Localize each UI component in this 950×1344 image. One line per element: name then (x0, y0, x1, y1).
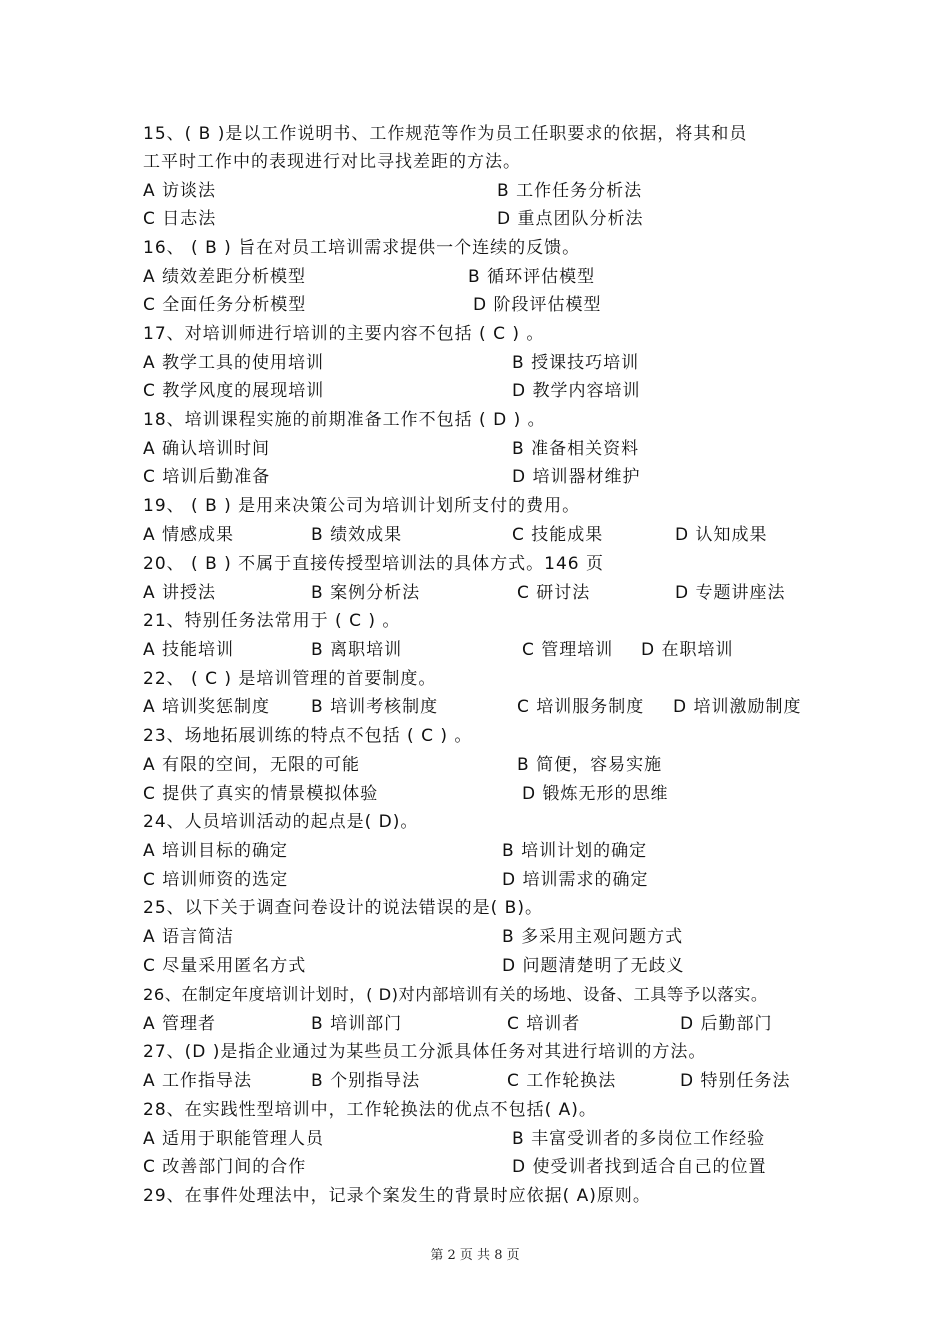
option-d: D 培训器材维护 (512, 467, 641, 487)
option-b: B 工作任务分析法 (497, 181, 643, 201)
option-a: A 培训目标的确定 (143, 841, 289, 861)
option-c: C 提供了真实的情景模拟体验 (143, 784, 379, 804)
page-footer: 第 2 页 共 8 页 (430, 1248, 520, 1263)
option-c: C 改善部门间的合作 (143, 1157, 307, 1177)
option-b: B 准备相关资料 (512, 439, 640, 459)
options-q24-row2 (0, 866, 950, 894)
question-16: 16、 ( B ) 旨在对员工培训需求提供一个连续的反馈。 (143, 238, 581, 258)
option-d: D 阶段评估模型 (473, 295, 602, 315)
option-b: B 培训考核制度 (311, 697, 439, 717)
option-a: A 语言简洁 (143, 927, 235, 947)
question-27: 27、(D )是指企业通过为某些员工分派具体任务对其进行培训的方法。 (143, 1042, 707, 1062)
option-b: B 培训计划的确定 (502, 841, 648, 861)
option-c: C 尽量采用匿名方式 (143, 956, 307, 976)
options-q23-row1 (0, 751, 950, 779)
option-a: A 管理者 (143, 1014, 217, 1034)
option-a: A 技能培训 (143, 640, 235, 660)
question-23: 23、场地拓展训练的特点不包括 ( C ) 。 (143, 726, 473, 746)
question-28: 28、在实践性型培训中，工作轮换法的优点不包括( A)。 (143, 1100, 597, 1120)
option-a: A 工作指导法 (143, 1071, 253, 1091)
option-d: D 锻炼无形的思维 (522, 784, 669, 804)
options-q20 (0, 579, 950, 607)
option-b: B 多采用主观问题方式 (502, 927, 684, 947)
option-c: C 管理培训 (522, 640, 614, 660)
options-q15-row1 (0, 177, 950, 205)
options-q19 (0, 521, 950, 549)
option-c: C 全面任务分析模型 (143, 295, 307, 315)
option-c: C 培训服务制度 (517, 697, 645, 717)
option-c: C 工作轮换法 (507, 1071, 617, 1091)
option-c: C 培训师资的选定 (143, 870, 289, 890)
options-q16-row1 (0, 263, 950, 291)
question-21: 21、特别任务法常用于 ( C ) 。 (143, 611, 401, 631)
option-b: B 离职培训 (311, 640, 403, 660)
question-22: 22、 ( C ) 是培训管理的首要制度。 (143, 669, 437, 689)
question-26: 26、在制定年度培训计划时，( D)对内部培训有关的场地、设备、工具等予以落实。 (143, 985, 768, 1004)
option-d: D 认知成果 (675, 525, 768, 545)
option-a: A 有限的空间，无限的可能 (143, 755, 361, 775)
option-c: C 培训后勤准备 (143, 467, 271, 487)
option-a: A 讲授法 (143, 583, 217, 603)
option-d: D 在职培训 (641, 640, 734, 660)
options-q24-row1 (0, 837, 950, 865)
question-18: 18、培训课程实施的前期准备工作不包括 ( D ) 。 (143, 410, 546, 430)
question-15-line1: 15、( B )是以工作说明书、工作规范等作为员工任职要求的依据，将其和员 (143, 124, 748, 144)
option-b: B 循环评估模型 (468, 267, 596, 287)
question-20: 20、 ( B ) 不属于直接传授型培训法的具体方式。146 页 (143, 554, 605, 574)
option-d: D 培训需求的确定 (502, 870, 649, 890)
option-c: C 研讨法 (517, 583, 591, 603)
options-q25-row1 (0, 923, 950, 951)
option-a: A 确认培训时间 (143, 439, 271, 459)
option-b: B 培训部门 (311, 1014, 403, 1034)
options-q22 (0, 693, 950, 721)
option-c: C 培训者 (507, 1014, 581, 1034)
question-19: 19、 ( B ) 是用来决策公司为培训计划所支付的费用。 (143, 496, 581, 516)
options-q16-row2 (0, 291, 950, 319)
option-d: D 重点团队分析法 (497, 209, 644, 229)
option-b: B 绩效成果 (311, 525, 403, 545)
options-q28-row2 (0, 1153, 950, 1181)
question-17: 17、对培训师进行培训的主要内容不包括 ( C ) 。 (143, 324, 545, 344)
question-25: 25、以下关于调查问卷设计的说法错误的是( B)。 (143, 898, 543, 918)
option-a: A 培训奖惩制度 (143, 697, 271, 717)
options-q18-row2 (0, 463, 950, 491)
options-q18-row1 (0, 435, 950, 463)
options-q25-row2 (0, 952, 950, 980)
option-d: D 教学内容培训 (512, 381, 641, 401)
option-d: D 培训激励制度 (673, 697, 802, 717)
question-29: 29、在事件处理法中，记录个案发生的背景时应依据( A)原则。 (143, 1186, 651, 1206)
options-q15-row2 (0, 205, 950, 233)
option-b: B 个别指导法 (311, 1071, 421, 1091)
options-q21 (0, 636, 950, 664)
option-a: A 适用于职能管理人员 (143, 1129, 325, 1149)
option-a: A 访谈法 (143, 181, 217, 201)
option-a: A 教学工具的使用培训 (143, 353, 325, 373)
options-q27 (0, 1067, 950, 1095)
option-b: B 丰富受训者的多岗位工作经验 (512, 1129, 766, 1149)
options-q17-row2 (0, 377, 950, 405)
option-b: B 简便，容易实施 (517, 755, 663, 775)
option-d: D 问题清楚明了无歧义 (502, 956, 685, 976)
options-q26 (0, 1010, 950, 1038)
option-b: B 授课技巧培训 (512, 353, 640, 373)
options-q17-row1 (0, 349, 950, 377)
options-q28-row1 (0, 1125, 950, 1153)
option-b: B 案例分析法 (311, 583, 421, 603)
option-c: C 日志法 (143, 209, 217, 229)
option-a: A 绩效差距分析模型 (143, 267, 307, 287)
option-a: A 情感成果 (143, 525, 235, 545)
option-d: D 特别任务法 (680, 1071, 791, 1091)
options-q23-row2 (0, 780, 950, 808)
option-d: D 专题讲座法 (675, 583, 786, 603)
option-c: C 技能成果 (512, 525, 604, 545)
question-24: 24、人员培训活动的起点是( D)。 (143, 812, 419, 832)
question-15-line2: 工平时工作中的表现进行对比寻找差距的方法。 (143, 152, 521, 172)
option-d: D 后勤部门 (680, 1014, 773, 1034)
option-c: C 教学风度的展现培训 (143, 381, 325, 401)
option-d: D 使受训者找到适合自己的位置 (512, 1157, 767, 1177)
